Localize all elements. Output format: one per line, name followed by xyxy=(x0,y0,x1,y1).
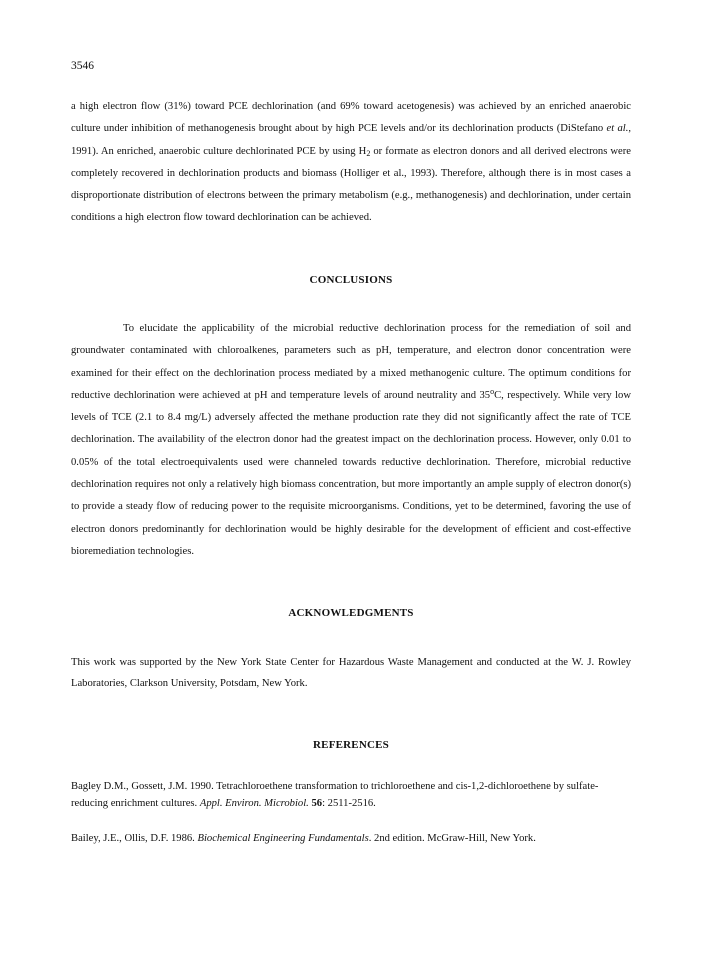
reference-book-title: Biochemical Engineering Fundamentals xyxy=(197,833,369,844)
h2-subscript: 2 xyxy=(366,148,371,158)
acknowledgments-paragraph: This work was supported by the New York State Center for Hazardous Waste Management and conducted at the W. J. Rowley Laboratories, Clarkson University, Potsdam, New York. xyxy=(71,657,631,689)
intro-text-part3: or formate as electron donors and all derived electrons were completely recovered in dechlorination products and biomass (Holliger et al., 1993). Therefore, although there is in most cases a disproportionate distribution of electrons between the primary metabolism (e.g., methanogenesis) and dechlorination, under certain conditions a high electron flow toward dechlorination can be achieved. xyxy=(71,145,631,224)
intro-text-part1: a high electron flow (31%) toward PCE dechlorination (and 69% toward acetogenesis) was achieved by an enriched anaerobic culture under inhibition of methanogenesis brought about by high PCE levels and/or its dechlorination products (DiStefano xyxy=(71,101,631,135)
reference-authors: Bailey, J.E., Ollis, D.F. 1986. xyxy=(71,833,198,844)
intro-text-part2: , 1991). An enriched, anaerobic culture dechlorinated PCE by using H xyxy=(71,123,632,157)
conclusions-paragraph xyxy=(71,318,631,563)
degree-superscript: o xyxy=(490,386,495,396)
intro-paragraph xyxy=(71,96,631,230)
page-number: 3546 xyxy=(71,60,94,72)
reference-authors: Bagley D.M., Gossett, J.M. 1990. Tetrachloroethene transformation to trichloroethene and cis-1,2-dichloroethene by sulfate-reducing enrichment cultures. xyxy=(71,781,599,809)
reference-journal: Appl. Environ. Microbiol. xyxy=(199,798,309,809)
conclusions-heading: CONCLUSIONS xyxy=(309,274,393,286)
reference-publisher: . 2nd edition. McGraw-Hill, New York. xyxy=(368,833,536,844)
reference-item xyxy=(71,830,631,847)
reference-item xyxy=(71,778,631,812)
references-heading: REFERENCES xyxy=(313,739,389,751)
reference-pages: : 2511-2516. xyxy=(322,798,376,809)
conclusions-text-part2: C, respectively. While very low levels of TCE (2.1 to 8.4 mg/L) adversely affected the methane production rate they did not significantly affect the rate of TCE dechlorination. The availability of the electron donor had the greatest impact on the dechlorination process. However, only 0.01 to 0.05% of the total electroequivalents used were channeled towards reductive dechlorination. Therefore, microbial reductive dechlorination requires not only a relatively high biomass concentration, but more importantly an ample supply of electron donor(s) to provide a steady flow of reducing power to the requisite microorganisms. Conditions, yet to be determined, favoring the use of electron donors predominantly for dechlorination would be highly desirable for the development of efficient and cost-effective bioremediation technologies. xyxy=(71,389,631,557)
conclusions-text-part1: To elucidate the applicability of the microbial reductive dechlorination process for the remediation of soil and groundwater contaminated with chloroalkenes, parameters such as pH, temperature, and electron donor concentration were examined for their effect on the dechlorination process mediated by a mixed methanogenic culture. The optimum conditions for reductive dechlorination were achieved at pH and temperature levels of around neutrality and 35 xyxy=(71,323,631,401)
intro-et-al: et al. xyxy=(606,123,629,135)
acknowledgments-heading: ACKNOWLEDGMENTS xyxy=(288,607,414,619)
reference-volume: 56 xyxy=(308,798,323,809)
